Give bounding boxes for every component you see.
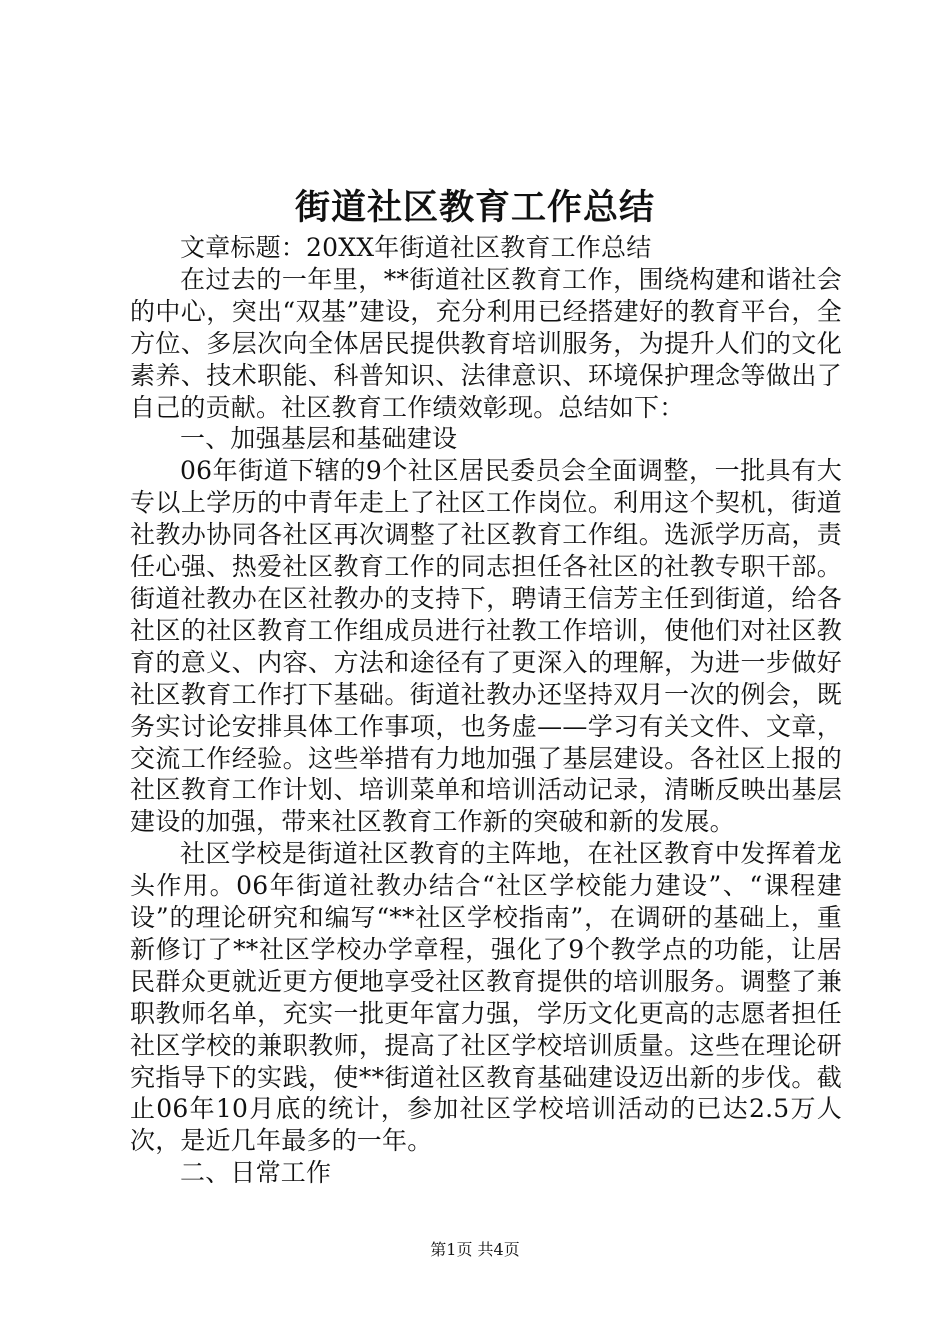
page-footer: 第1页 共4页 xyxy=(430,1240,520,1259)
section-heading-2: 二、日常工作 xyxy=(180,1158,332,1188)
document-title: 街道社区教育工作总结 xyxy=(294,188,655,228)
section-heading-1: 一、加强基层和基础建设 xyxy=(180,424,458,454)
body-paragraph: 06年街道下辖的9个社区居民委员会全面调整，一批具有大专以上学历的中青年走上了社区工作岗位。利用这个契机，街道社教办协同各社区再次调整了社区教育工作组。选派学历高，责任心强、热爱社区教育工作的同志担任各社区的社教专职干部。街道社教办在区社教办的支持下，聘请王信芳主任到街道，给各社区的社区教育工作组成员进行社教工作培训，使他们对社区教育的意义、内容、方法和途径有了更深入的理解，为进一步做好社区教育工作打下基础。街道社教办还坚持双月一次的例会，既务实讨论安排具体工作事项，也务虚——学习有关文件、文章，交流工作经验。这些举措有力地加强了基层建设。各社区上报的社区教育工作计划、培训菜单和培训活动记录，清晰反映出基层建设的加强，带来社区教育工作新的突破和新的发展。 xyxy=(130,456,842,837)
intro-paragraph: 在过去的一年里，**街道社区教育工作，围绕构建和谐社会的中心，突出“双基”建设，充分利用已经搭建好的教育平台，全方位、多层次向全体居民提供教育培训服务，为提升人们的文化素养、技术职能、科普知识、法律意识、环境保护理念等做出了自己的贡献。社区教育工作绩效彰现。总结如下： xyxy=(130,264,842,422)
body-paragraph: 社区学校是街道社区教育的主阵地，在社区教育中发挥着龙头作用。06年街道社教办结合“社区学校能力建设”、“课程建设”的理论研究和编写“**社区学校指南”，在调研的基础上，重新修订了**社区学校办学章程，强化了9个教学点的功能，让居民群众更就近更方便地享受社区教育提供的培训服务。调整了兼职教师名单，充实一批更年富力强，学历文化更高的志愿者担任社区学校的兼职教师，提高了社区学校培训质量。这些在理论研究指导下的实践，使**街道社区教育基础建设迈出新的步伐。截止06年10月底的统计，参加社区学校培训活动的已达2.5万人次，是近几年最多的一年。 xyxy=(130,839,842,1156)
document-body xyxy=(130,232,842,1189)
article-heading-line: 文章标题：20XX年街道社区教育工作总结 xyxy=(180,233,652,262)
